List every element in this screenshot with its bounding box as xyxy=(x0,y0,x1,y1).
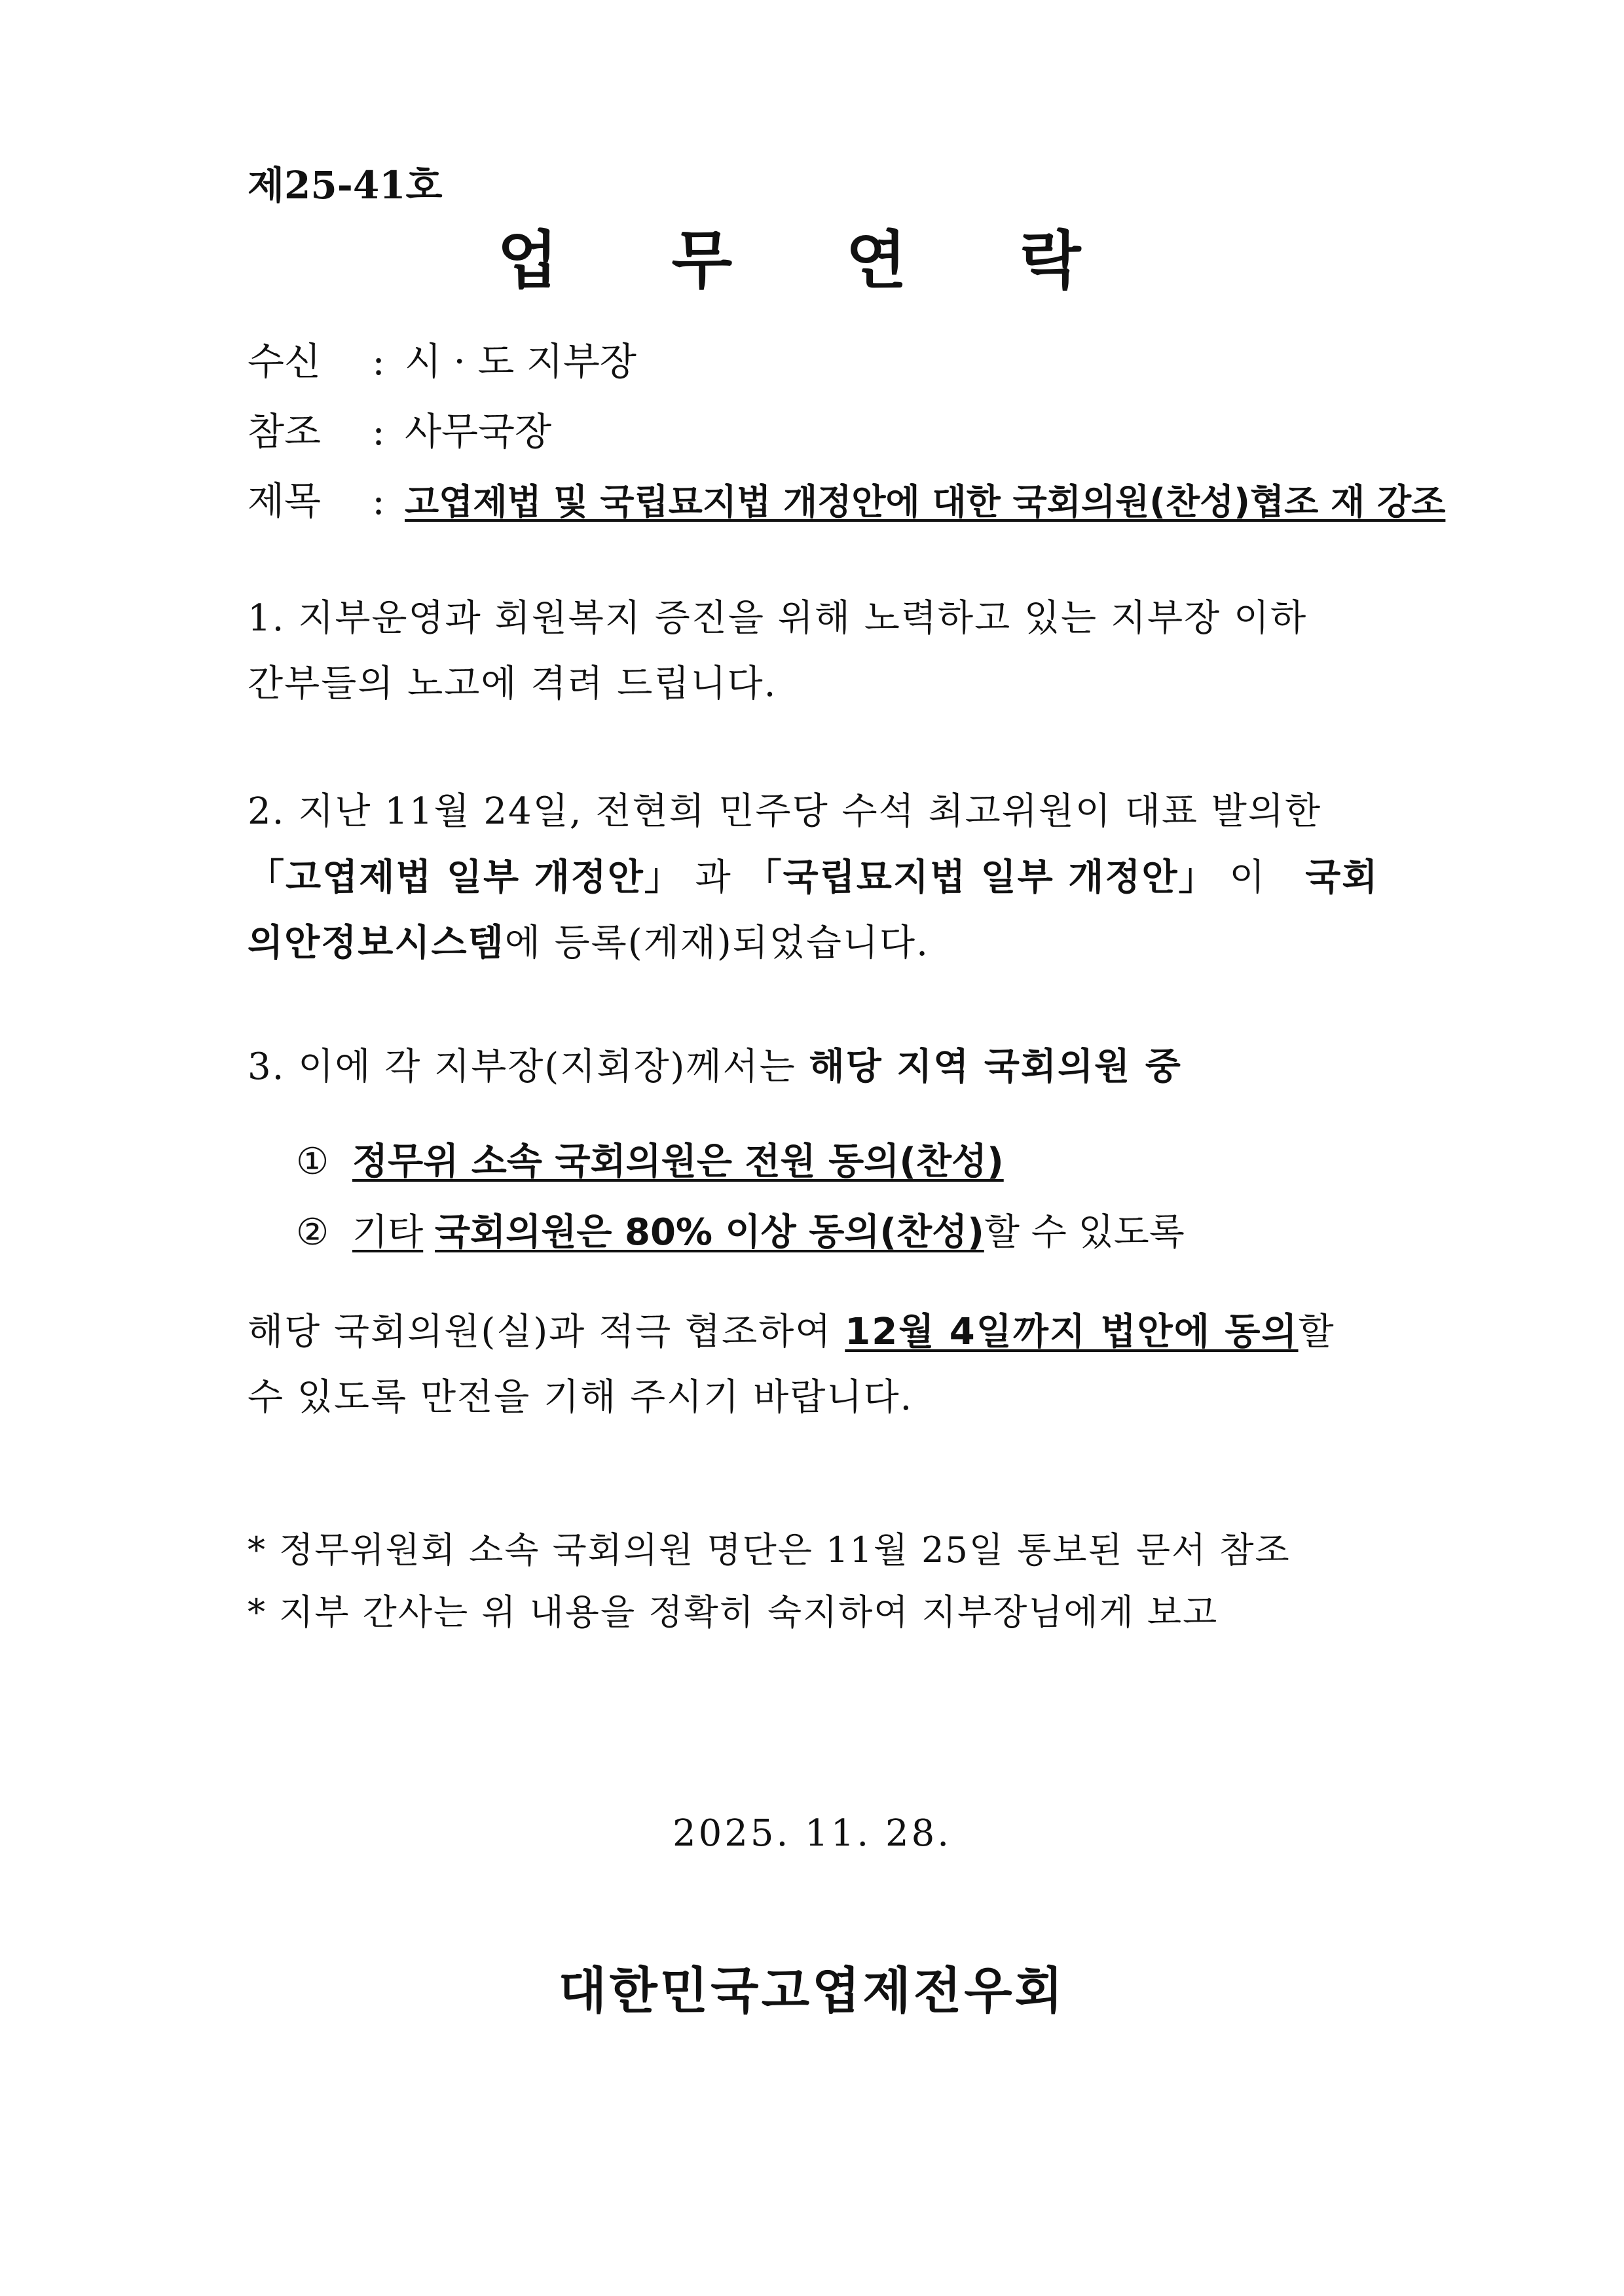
conjunction-text: 과 xyxy=(695,856,732,899)
registration-text: 에 등록(게재)되었습니다. xyxy=(504,922,929,964)
reference-row xyxy=(248,401,551,456)
paragraph-1-line-2: 간부들의 노고에 격려 드립니다. xyxy=(248,663,777,705)
note-2: * 지부 간사는 위 내용을 정확히 숙지하여 지부장님에게 보고 xyxy=(248,1592,1219,1633)
item-2-marker: ② xyxy=(296,1211,329,1254)
colon: : xyxy=(372,409,385,454)
list-item-2 xyxy=(296,1203,1185,1256)
recipient-row xyxy=(248,331,637,386)
paragraph-4-line-2: 수 있도록 만전을 기해 주시기 바랍니다. xyxy=(248,1376,913,1419)
organization-name: 대한민국고엽제전우회 xyxy=(558,1961,1066,2020)
deadline-text: 12월 4일까지 법안에 동의 xyxy=(845,1311,1299,1353)
item-2-prefix: 기타 xyxy=(352,1211,424,1254)
paragraph-2-line-2 xyxy=(248,848,1378,901)
recipient-label: 수신 xyxy=(248,339,322,384)
bill-name-2: 「국립묘지법 일부 개정안」 xyxy=(745,856,1217,899)
paragraph-2-line-3 xyxy=(248,914,929,966)
reference-label: 참조 xyxy=(248,409,322,454)
paragraph-3-line-1 xyxy=(248,1038,1182,1090)
bill-name-1: 「고엽제법 일부 개정안」 xyxy=(248,856,682,899)
subject-label: 제목 xyxy=(248,479,322,523)
bill-info-system-text: 의안정보시스템 xyxy=(248,922,505,964)
cooperation-text: 해당 국회의원(실)과 적극 협조하여 xyxy=(248,1311,832,1353)
document-title: 업 무 연 락 xyxy=(497,223,1127,297)
item-1-marker: ① xyxy=(296,1140,329,1183)
colon: : xyxy=(372,339,385,384)
subject-value: 고엽제법 및 국립묘지법 개정안에 대한 국회의원(찬성)협조 재 강조 xyxy=(405,481,1446,522)
colon: : xyxy=(372,479,385,523)
list-item-1 xyxy=(296,1133,1004,1185)
document-number: 제25-41호 xyxy=(248,163,443,208)
particle-text: 이 xyxy=(1229,856,1266,899)
national-assembly-text: 국회 xyxy=(1305,856,1379,899)
paragraph-2-line-1: 2. 지난 11월 24일, 전현희 민주당 수석 최고위원이 대표 발의한 xyxy=(248,790,1322,833)
subject-row xyxy=(248,470,1445,525)
request-text: 3. 이에 각 지부장(지회장)께서는 xyxy=(248,1046,796,1088)
deadline-suffix: 할 xyxy=(1298,1311,1335,1353)
reference-value: 사무국장 xyxy=(405,409,552,454)
item-1-text: 정무위 소속 국회의원은 전원 동의(찬성) xyxy=(352,1140,1004,1183)
document-date: 2025. 11. 28. xyxy=(672,1812,952,1855)
item-2-text: 국회의원은 80% 이상 동의(찬성) xyxy=(435,1211,984,1254)
paragraph-1-line-1: 1. 지부운영과 회원복지 증진을 위해 노력하고 있는 지부장 이하 xyxy=(248,597,1308,640)
local-assembly-members-text: 해당 지역 국회의원 중 xyxy=(809,1046,1182,1088)
note-1: * 정무위원회 소속 국회의원 명단은 11월 25일 통보된 문서 참조 xyxy=(248,1529,1291,1571)
item-2-suffix: 할 수 있도록 xyxy=(984,1211,1185,1254)
recipient-value: 시 · 도 지부장 xyxy=(405,339,637,384)
paragraph-4-line-1 xyxy=(248,1303,1335,1355)
